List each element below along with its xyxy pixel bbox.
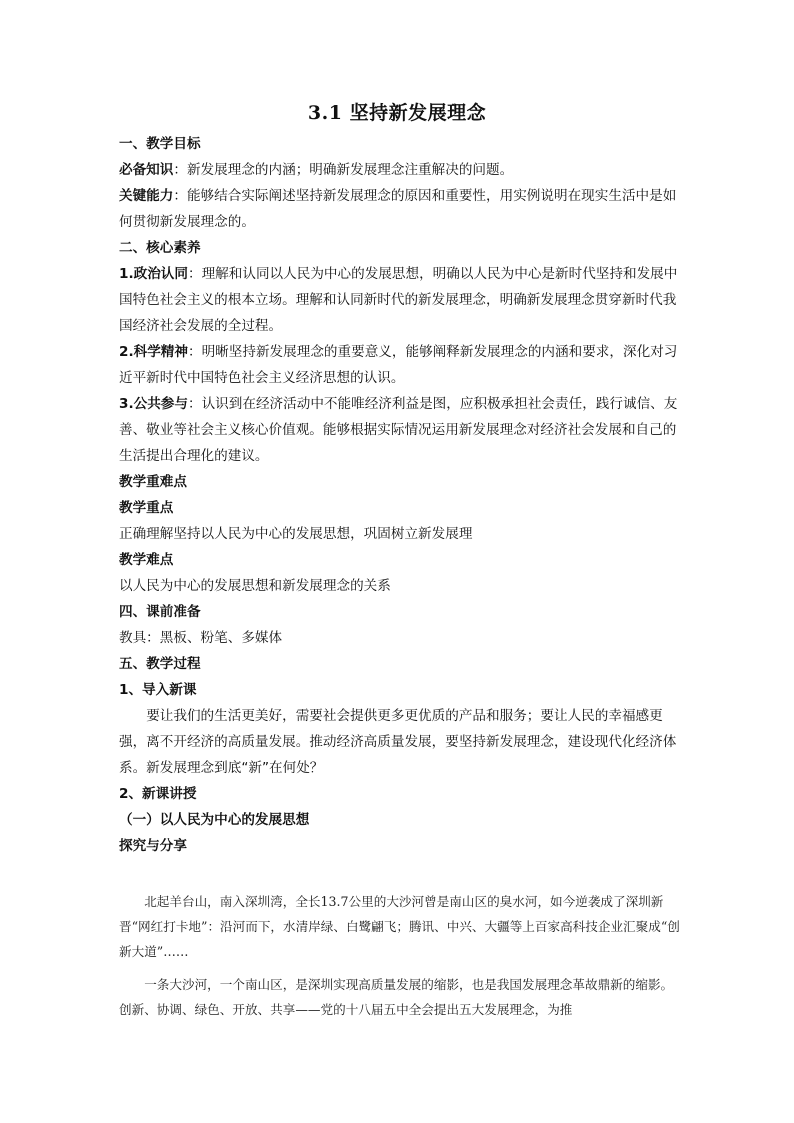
objective-knowledge (119, 157, 679, 183)
literacy-science (119, 339, 679, 391)
explore-share-heading: 探究与分享 (119, 838, 187, 854)
literacy-political (119, 261, 679, 339)
step-intro-text: 要让我们的生活更美好，需要社会提供更多更优质的产品和服务；要让人民的幸福感更强，离不开经济的高质量发展。推动经济高质量发展，要坚持新发展理念，建设现代化经济体系。新发展理念到底“新”在何处？ (119, 708, 677, 776)
key-point-heading: 教学重点 (119, 500, 174, 516)
story-paragraph: 北起羊台山，南入深圳湾，全长13.7公里的大沙河曾是南山区的臭水河，如今逆袭成了深圳新晋“网红打卡地”：沿河而下，水清岸绿、白鹭翩飞；腾讯、中兴、大疆等上百家高科技企业汇聚成“创新大道”…… (119, 894, 680, 959)
literacy-political-text: ：理解和认同以人民为中心的发展思想，明确以人民为中心是新时代坚持和发展中国特色社会主义的根本立场。理解和认同新时代的新发展理念，明确新发展理念贯穿新时代我国经济社会发展的全过程。 (119, 266, 678, 334)
literacy-public-text: ：认识到在经济活动中不能唯经济利益是图，应积极承担社会责任，践行诚信、友善、敬业等社会主义核心价值观。能够根据实际情况运用新发展理念对经济社会发展和自己的生活提出合理化的建议。 (119, 396, 678, 464)
story-excerpt (119, 889, 682, 1022)
step-intro-heading: 1、导入新课 (119, 682, 197, 698)
lesson-content (119, 131, 679, 859)
part-one-heading: （一）以人民为中心的发展思想 (119, 812, 310, 828)
objective-knowledge-text: ：新发展理念的内涵；明确新发展理念注重解决的问题。 (173, 162, 514, 178)
section-heading-literacy: 二、核心素养 (119, 240, 201, 256)
literacy-public-label: 3.公共参与 (119, 396, 188, 412)
preparation-text: 教具：黑板、粉笔、多媒体 (119, 630, 283, 646)
objective-ability-label: 关键能力 (119, 188, 174, 204)
section-heading-preparation: 四、课前准备 (119, 604, 201, 620)
section-heading-process: 五、教学过程 (119, 656, 201, 672)
story-paragraph: 一条大沙河，一个南山区，是深圳实现高质量发展的缩影，也是我国发展理念革故鼎新的缩影。创新、协调、绿色、开放、共享——党的十八届五中全会提出五大发展理念，为推 (119, 977, 674, 1017)
step-new-lesson-heading: 2、新课讲授 (119, 786, 197, 802)
literacy-public (119, 391, 679, 469)
section-heading-key-difficult: 教学重难点 (119, 474, 187, 490)
difficult-point-heading: 教学难点 (119, 552, 174, 568)
objective-ability-text: ：能够结合实际阐述坚持新发展理念的原因和重要性，用实例说明在现实生活中是如何贯彻新发展理念的。 (119, 188, 677, 230)
difficult-point-text: 以人民为中心的发展思想和新发展理念的关系 (119, 578, 391, 594)
objective-knowledge-label: 必备知识 (119, 162, 174, 178)
key-point-text: 正确理解坚持以人民为中心的发展思想，巩固树立新发展理 (119, 526, 473, 542)
objective-ability (119, 183, 679, 235)
literacy-science-label: 2.科学精神 (119, 344, 188, 360)
page-title: 3.1 坚持新发展理念 (307, 102, 487, 124)
section-heading-objectives: 一、教学目标 (119, 136, 201, 152)
literacy-science-text: ：明晰坚持新发展理念的重要意义，能够阐释新发展理念的内涵和要求，深化对习近平新时代中国特色社会主义经济思想的认识。 (119, 344, 678, 386)
literacy-political-label: 1.政治认同 (119, 266, 188, 282)
